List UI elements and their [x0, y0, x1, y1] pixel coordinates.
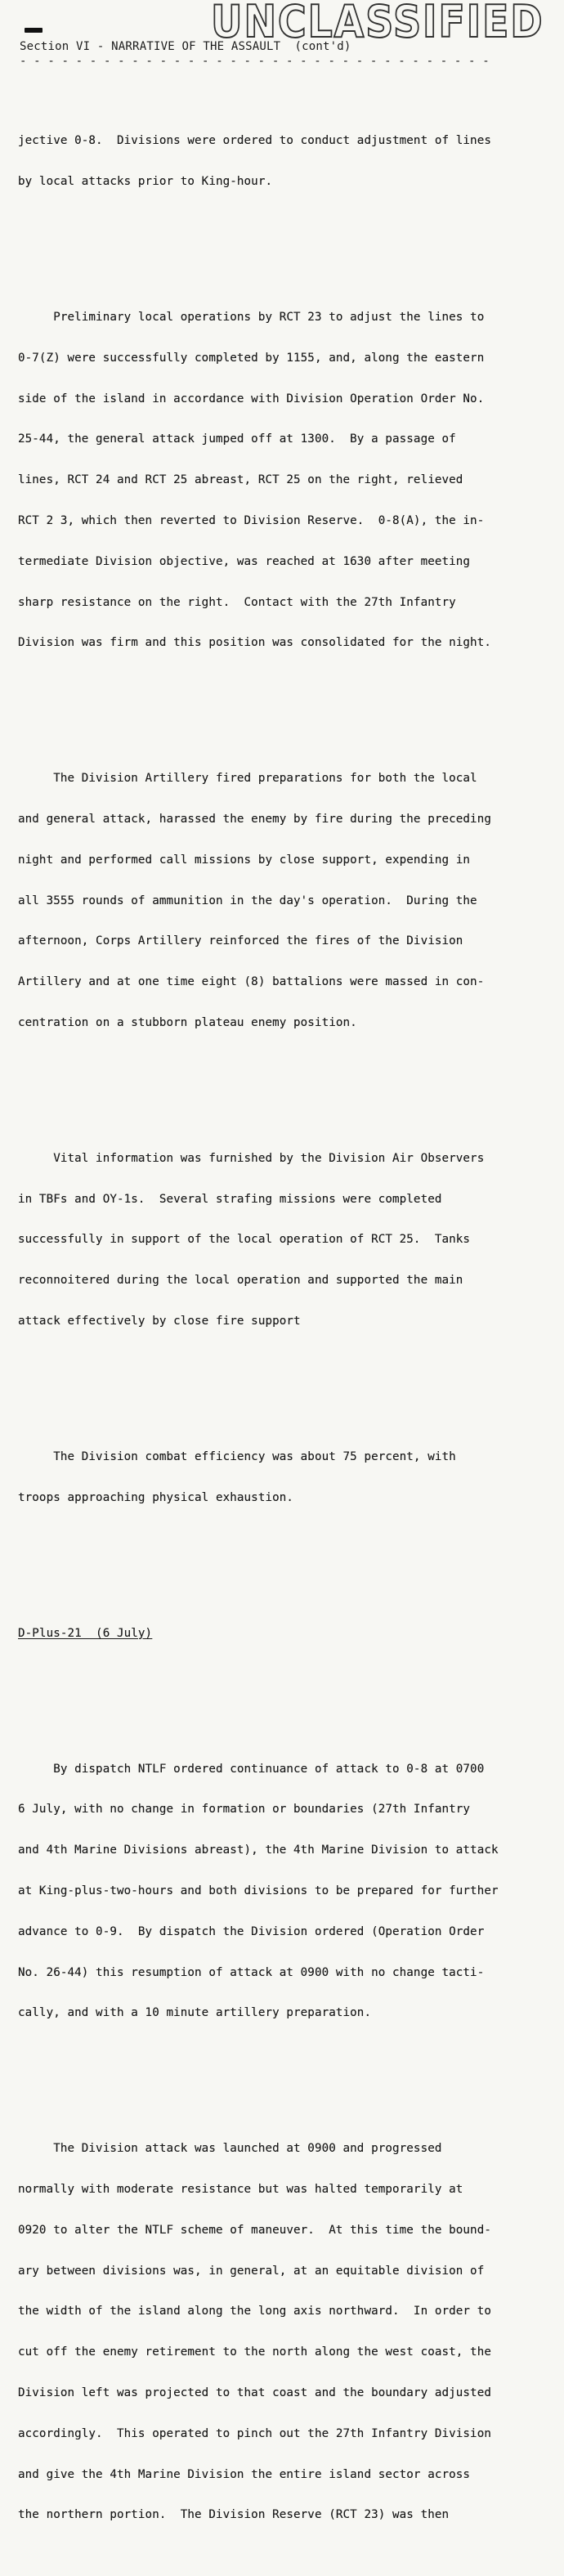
text-line: the northern portion. The Division Reserve (RCT 23) was then: [18, 2508, 450, 2522]
text-line: troops approaching physical exhaustion.: [18, 1490, 294, 1504]
text-line: at King-plus-two-hours and both divisions to be prepared for further: [18, 1884, 499, 1897]
text-line: and give the 4th Marine Division the entire island sector across: [18, 2467, 471, 2481]
text-line: 0-7(Z) were successfully completed by 1155, and, along the eastern: [18, 351, 485, 365]
text-line: The Division Artillery fired preparations for both the local: [18, 772, 477, 786]
text-line: Division was firm and this position was consolidated for the night.: [18, 636, 491, 650]
text-line: night and performed call missions by close support, expending in: [18, 853, 471, 867]
paragraph: [18, 1735, 564, 2047]
text-line: By dispatch NTLF ordered continuance of attack to 0-8 at 0700: [18, 1762, 485, 1776]
paragraph: [18, 1423, 564, 1532]
text-line: 25-44, the general attack jumped off at 1300. By a passage of: [18, 432, 456, 446]
text-line: the width of the island along the long axis northward. In order to: [18, 2305, 491, 2318]
text-line: accordingly. This operated to pinch out the 27th Infantry Division: [18, 2426, 491, 2440]
text-line: The Division attack was launched at 0900 and progressed: [18, 2142, 442, 2156]
text-line: Division left was projected to that coast and the boundary adjusted: [18, 2386, 491, 2399]
paragraph: [18, 2115, 564, 2549]
text-line: afternoon, Corps Artillery reinforced the fires of the Division: [18, 934, 463, 948]
text-line: cally, and with a 10 minute artillery preparation.: [18, 2006, 372, 2020]
text-line: by local attacks prior to King-hour.: [18, 175, 273, 189]
text-line: The Division combat efficiency was about 75 percent, with: [18, 1449, 456, 1463]
classification-stamp: UNCLASSIFIED: [211, 0, 544, 47]
text-line: normally with moderate resistance but was halted temporarily at: [18, 2183, 463, 2197]
text-line: lines, RCT 24 and RCT 25 abreast, RCT 25 on the right, relieved: [18, 473, 463, 487]
text-line: side of the island in accordance with Division Operation Order No.: [18, 392, 485, 405]
text-line: ary between divisions was, in general, at an equitable division of: [18, 2264, 485, 2278]
text-line: No. 26-44) this resumption of attack at 0900 with no change tacti-: [18, 1965, 485, 1979]
redaction-mark: [25, 28, 43, 33]
subheading: [18, 1600, 564, 1668]
paragraph: [18, 1125, 564, 1355]
text-line: all 3555 rounds of ammunition in the day's operation. During the: [18, 894, 477, 907]
document-body: [18, 80, 564, 2576]
text-line: in TBFs and OY-1s. Several strafing missions were completed: [18, 1192, 442, 1206]
paragraph: [18, 284, 564, 677]
text-line: advance to 0-9. By dispatch the Division ordered (Operation Order: [18, 1924, 485, 1938]
text-line: 6 July, with no change in formation or boundaries (27th Infantry: [18, 1803, 471, 1817]
paragraph: [18, 745, 564, 1057]
text-line: sharp resistance on the right. Contact with the 27th Infantry: [18, 595, 456, 609]
text-line: termediate Division objective, was reached at 1630 after meeting: [18, 554, 471, 568]
paragraph: [18, 107, 564, 216]
text-line: RCT 2 3, which then reverted to Division Reserve. 0-8(A), the in-: [18, 514, 485, 527]
text-line: and 4th Marine Divisions abreast), the 4th Marine Division to attack: [18, 1844, 499, 1857]
text-line: Artillery and at one time eight (8) battalions were massed in con-: [18, 975, 485, 989]
text-line: jective 0-8. Divisions were ordered to conduct adjustment of lines: [18, 134, 491, 148]
section-header: Section VI - NARRATIVE OF THE ASSAULT (cont'd): [20, 40, 351, 53]
date-subheading: D-Plus-21 (6 July): [18, 1626, 153, 1640]
text-line: Preliminary local operations by RCT 23 to adjust the lines to: [18, 311, 485, 325]
text-line: reconnoitered during the local operation and supported the main: [18, 1274, 463, 1288]
text-line: cut off the enemy retirement to the north along the west coast, the: [18, 2345, 491, 2359]
text-line: 0920 to alter the NTLF scheme of maneuver. At this time the bound-: [18, 2223, 491, 2237]
text-line: Vital information was furnished by the Division Air Observers: [18, 1151, 485, 1165]
separator-line: - - - - - - - - - - - - - - - - - - - - - - - - - - - - - - - - - -: [20, 55, 490, 68]
text-line: centration on a stubborn plateau enemy position.: [18, 1015, 357, 1029]
text-line: successfully in support of the local operation of RCT 25. Tanks: [18, 1233, 471, 1247]
text-line: and general attack, harassed the enemy by fire during the preceding: [18, 813, 491, 827]
text-line: attack effectively by close fire support: [18, 1315, 301, 1328]
